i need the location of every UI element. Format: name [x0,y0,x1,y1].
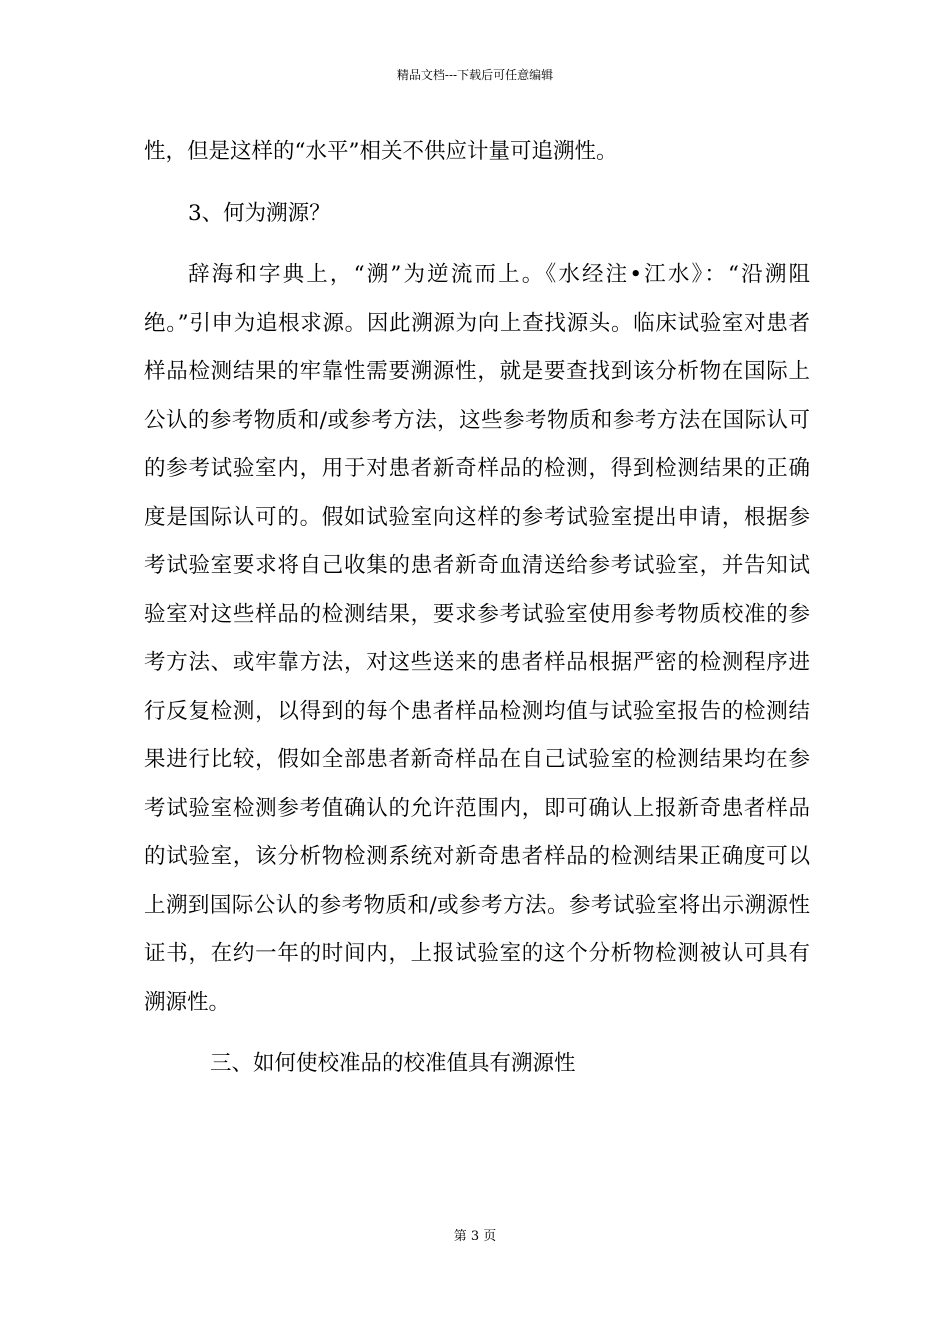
document-body [144,128,810,1089]
page-number: 第 3 页 [453,1229,497,1244]
page-header: 精品文档---下载后可任意编辑 [396,68,554,82]
section-heading-traceability-question: 3、何为溯源？ [188,200,331,226]
paragraph-continuation: 性，但是这样的“水平”相关不供应计量可追溯性。 [144,139,618,164]
section-heading-calibrator-traceability: 三、如何使校准品的校准值具有溯源性 [210,1051,576,1076]
paragraph-traceability-definition: 辞海和字典上，“溯”为逆流而上。《水经注•江水》：“沿溯阻绝。”引申为追根求源。因此溯源为向上查找源头。临床试验室对患者样品检测结果的牢靠性需要溯源性，就是要查找到该分析物在国际上公认的参考物质和/或参考方法，这些参考物质和参考方法在国际认可的参考试验室内，用于对患者新奇样品的检测，得到检测结果的正确度是国际认可的。假如试验室向这样的参考试验室提出申请，根据参考试验室要求将自己收集的患者新奇血清送给参考试验室，并告知试验室对这些样品的检测结果，要求参考试验室使用参考物质校准的参考方法、或牢靠方法，对这些送来的患者样品根据严密的检测程序进行反复检测，以得到的每个患者样品检测均值与试验室报告的检测结果进行比较，假如全部患者新奇样品在自己试验室的检测结果均在参考试验室检测参考值确认的允许范围内，即可确认上报新奇患者样品的试验室，该分析物检测系统对新奇患者样品的检测结果正确度可以上溯到国际公认的参考物质和/或参考方法。参考试验室将出示溯源性证书，在约一年的时间内，上报试验室的这个分析物检测被认可具有溯源性。 [144,262,810,1015]
